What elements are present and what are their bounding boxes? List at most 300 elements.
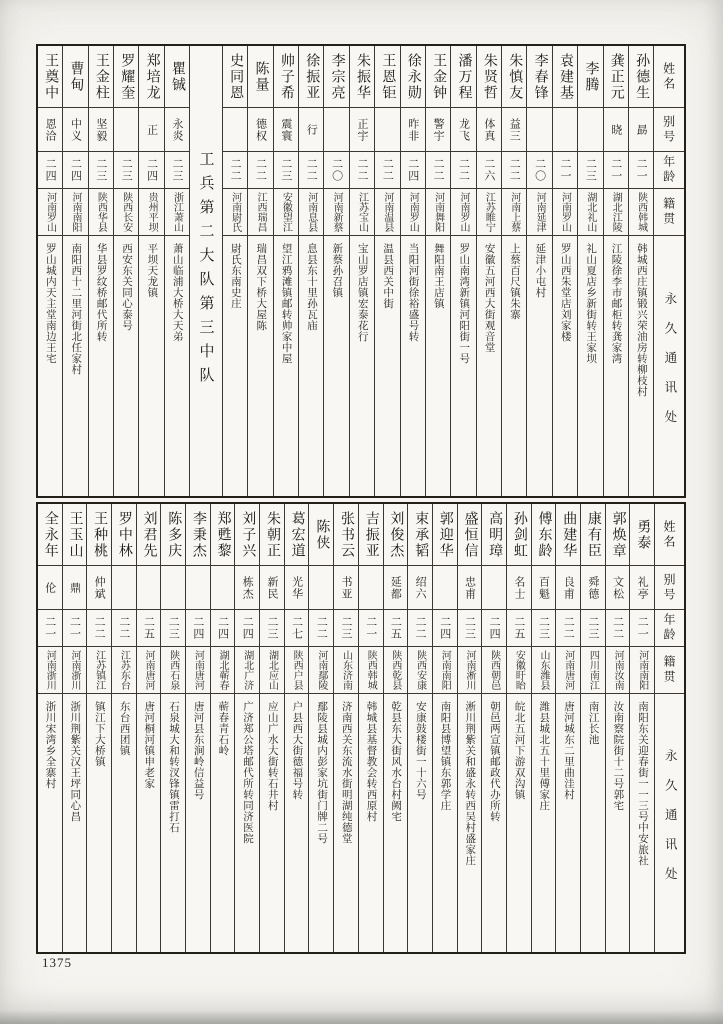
entry-name-text: 傅东龄: [536, 510, 552, 559]
entry-alias: [87, 566, 111, 610]
entry-address: [161, 694, 185, 952]
entry-address: [507, 694, 531, 952]
entry-age: [38, 152, 62, 189]
entry-address: [426, 236, 450, 496]
entry-age-text: 二四: [241, 616, 254, 640]
entry-address-text: 鄢陵县城内彭家坑街门牌二号: [316, 701, 328, 844]
entry-native-text: 河南舞阳: [432, 192, 444, 232]
entry-address-text: 潍县城北五十里傅家庄: [538, 701, 550, 811]
entry-name-text: 李秉杰: [190, 510, 206, 559]
entry-age-text: 二三: [340, 616, 353, 640]
entry-native: [211, 647, 235, 694]
entry-age-text: 二二: [432, 158, 445, 182]
entry-address-text: 唐河县东涧岭信益号: [192, 701, 204, 800]
entry-address-text: 乾县东大街风水台村阙宅: [390, 701, 402, 822]
entry-address: [274, 236, 298, 496]
entry-age: [375, 152, 399, 189]
entry-address-text: 浙川宋湾乡全寨村: [44, 701, 56, 789]
entry-alias: [235, 566, 259, 610]
entry-alias: [211, 566, 235, 610]
entry-name-text: 李宗亮: [329, 52, 345, 101]
entry-column: [323, 46, 348, 496]
entry-column: [501, 46, 526, 496]
entry-native-text: 湖北江陵: [610, 192, 622, 232]
entry-address-text: 韩城西庄镇锻兴荣油房转柳枝村: [635, 243, 647, 397]
entry-name: [285, 504, 309, 566]
entry-native: [285, 647, 309, 694]
entry-name-text: 陈侠: [314, 518, 330, 551]
entry-age: [137, 610, 161, 647]
entry-native: [248, 189, 272, 236]
entry-age-text: 二一: [636, 616, 649, 640]
entry-name-text: 束承韬: [413, 510, 429, 559]
entry-address-text: 济南西关东流水街明湖纯德堂: [340, 701, 352, 844]
entry-name: [223, 46, 247, 108]
entry-address-text: 礼山夏店乡新街转王家坝: [585, 243, 597, 364]
entry-column: [222, 46, 247, 496]
entry-age-text: 二二: [93, 616, 106, 640]
entry-column: [603, 46, 628, 496]
entry-alias: [629, 108, 653, 152]
entry-native-text: 江苏镇江: [93, 650, 105, 690]
entry-address: [211, 694, 235, 952]
entry-address: [604, 236, 628, 496]
entry-alias-text: 舜德: [586, 575, 599, 600]
entry-column: [62, 46, 87, 496]
entry-native: [223, 189, 247, 236]
entry-alias-text: 忠甫: [463, 575, 476, 600]
entry-alias: [375, 108, 399, 152]
entry-address-text: 南江长池: [587, 701, 599, 745]
entry-column: [138, 46, 163, 496]
entry-alias: [433, 566, 457, 610]
entry-age: [532, 610, 556, 647]
entry-native: [112, 647, 136, 694]
entry-column: [629, 504, 654, 952]
entry-native: [553, 189, 577, 236]
entry-age-text: 二六: [482, 158, 495, 182]
entry-age: [502, 152, 526, 189]
entry-age-text: 二四: [406, 158, 419, 182]
entry-address-text: 萧山临浦大桥大天弟: [171, 243, 183, 342]
entry-address-text: 望江鸦滩镇邮转帅家中屋: [280, 243, 292, 364]
entry-address: [63, 236, 87, 496]
entry-name-text: 康有臣: [585, 510, 601, 559]
entry-native-text: 湖北应山: [266, 650, 278, 690]
entry-address-text: 广济郑公塔邮代所转同济医院: [242, 701, 254, 844]
entry-name-text: 陈多庆: [166, 510, 182, 559]
header-column: [654, 504, 684, 952]
entry-age: [408, 610, 432, 647]
entry-address: [375, 236, 399, 496]
unit-title-column: [189, 46, 222, 496]
entry-name: [359, 504, 383, 566]
entry-age: [581, 610, 605, 647]
entry-age: [112, 610, 136, 647]
entry-native: [426, 189, 450, 236]
entry-alias: [165, 108, 189, 152]
entry-age-text: 二四: [438, 616, 451, 640]
entry-address-text: 户县西大街德福号转: [291, 701, 303, 800]
entry-native-text: 河南温县: [381, 192, 393, 232]
entry-name: [309, 504, 333, 566]
entry-name: [324, 46, 348, 108]
scan-edge: [0, 1010, 723, 1024]
entry-alias: [477, 108, 501, 152]
entry-name: [211, 504, 235, 566]
entry-alias-text: 益三: [508, 117, 521, 142]
entry-address-text: 安康鼓楼街一十六号: [414, 701, 426, 800]
entry-native: [630, 647, 654, 694]
entry-alias: [556, 566, 580, 610]
entry-age: [324, 152, 348, 189]
entry-address-text: 当阳河街徐裕盛号转: [407, 243, 419, 342]
entry-age: [426, 152, 450, 189]
entry-native: [63, 647, 87, 694]
entry-address-text: 镇江下大桥镇: [93, 701, 105, 767]
entry-native-text: 陕西韩城: [365, 650, 377, 690]
entry-age-text: 二五: [389, 616, 402, 640]
entry-address: [299, 236, 323, 496]
header-address: [655, 694, 684, 952]
entry-age: [274, 152, 298, 189]
entry-address-text: 延津小屯村: [534, 243, 546, 298]
entry-address: [578, 236, 602, 496]
entry-age-text: 二二: [254, 158, 267, 182]
entry-age: [578, 152, 602, 189]
entry-name-text: 盛恒信: [462, 510, 478, 559]
entry-native-text: 河南罗山: [44, 192, 56, 232]
entry-column: [457, 504, 482, 952]
entry-age-text: 二二: [508, 158, 521, 182]
entry-name: [38, 46, 62, 108]
entry-address: [384, 694, 408, 952]
entry-alias: [137, 566, 161, 610]
entry-name-text: 王恩钜: [380, 52, 396, 101]
entry-age: [458, 610, 482, 647]
entry-native: [507, 647, 531, 694]
entry-name-text: 王奠中: [43, 52, 59, 101]
entry-native: [334, 647, 358, 694]
entry-native: [458, 647, 482, 694]
entry-column: [62, 504, 87, 952]
entry-native: [359, 647, 383, 694]
entry-column: [374, 46, 399, 496]
entry-name-text: 朱振华: [354, 52, 370, 101]
entry-name: [482, 504, 506, 566]
entry-native-text: 陕西户县: [291, 650, 303, 690]
entry-alias: [139, 108, 163, 152]
entry-name-text: 陈量: [253, 60, 269, 93]
entry-alias: [274, 108, 298, 152]
header-native: [655, 647, 684, 694]
entry-age-text: 二三: [537, 616, 550, 640]
entry-alias: [299, 108, 323, 152]
entry-address-text: 江陵徐李市邮柜转龚家湾: [610, 243, 622, 364]
entry-alias: [384, 566, 408, 610]
entry-address-text: 息县东十里孙瓦庙: [305, 243, 317, 331]
entry-alias: [630, 566, 654, 610]
entry-address: [186, 694, 210, 952]
entry-name-text: 张书云: [339, 510, 355, 559]
entry-name: [137, 504, 161, 566]
entry-address: [532, 694, 556, 952]
entry-alias: [186, 566, 210, 610]
entry-name-text: 瞿铖: [170, 60, 186, 93]
entry-age-text: 二二: [305, 158, 318, 182]
entry-native-text: 江苏宝山: [356, 192, 368, 232]
entry-native-text: 湖北广济: [241, 650, 253, 690]
entry-name-text: 王金柱: [93, 52, 109, 101]
entry-address-text: 华县罗纹桥邮代所转: [95, 243, 107, 342]
entry-name: [433, 504, 457, 566]
entry-native-text: 河南唐河: [143, 650, 155, 690]
entry-name-text: 朱慎友: [507, 52, 523, 101]
entry-native-text: 河南南阳: [439, 650, 451, 690]
entry-address: [553, 236, 577, 496]
entry-native-text: 陕西乾县: [389, 650, 401, 690]
entry-age-text: 二三: [279, 158, 292, 182]
entry-native: [260, 647, 284, 694]
entry-alias: [532, 566, 556, 610]
entry-alias-text: 德权: [254, 117, 267, 142]
entry-name-text: 龚正元: [608, 52, 624, 101]
entry-alias-text: 良甫: [562, 575, 575, 600]
entry-name-text: 徐振亚: [304, 52, 320, 101]
entry-column: [481, 504, 506, 952]
entry-address: [630, 694, 654, 952]
entry-name: [114, 46, 138, 108]
entry-column: [88, 46, 113, 496]
entry-native: [477, 189, 501, 236]
entry-name-text: 刘俊杰: [388, 510, 404, 559]
header-age-text: 年龄: [661, 155, 676, 185]
entry-native-text: 江西瑞昌: [254, 192, 266, 232]
entry-address: [458, 694, 482, 952]
header-native-text: 籍贯: [661, 197, 676, 227]
entry-address: [38, 694, 62, 952]
entry-age-text: 二一: [68, 616, 81, 640]
entry-age: [285, 610, 309, 647]
entry-native-text: 河南南阳: [70, 192, 82, 232]
entry-alias: [38, 108, 62, 152]
entry-age-text: 二三: [265, 616, 278, 640]
entry-alias: [89, 108, 113, 152]
entry-address-text: 上蔡百尺镇朱寨: [508, 243, 520, 320]
entry-age: [507, 610, 531, 647]
entry-name: [451, 46, 475, 108]
entry-alias-text: 龙飞: [457, 117, 470, 142]
entry-address-text: 尉氏东南史庄: [229, 243, 241, 309]
entry-address: [165, 236, 189, 496]
entry-age-text: 二四: [191, 616, 204, 640]
entry-name: [581, 504, 605, 566]
entry-name: [165, 46, 189, 108]
entry-alias: [458, 566, 482, 610]
entry-column: [476, 46, 501, 496]
entry-address-text: 皖北五河下游双沟镇: [513, 701, 525, 800]
entry-alias-text: 震寰: [279, 117, 292, 142]
entry-native-text: 河南汝南: [612, 650, 624, 690]
entry-age: [211, 610, 235, 647]
header-alias-text: 别号: [662, 572, 677, 603]
entry-address: [359, 694, 383, 952]
entry-native: [527, 189, 551, 236]
header-address-text: 永久通讯处: [663, 749, 678, 897]
entry-native: [401, 189, 425, 236]
entry-age-text: 二三: [94, 158, 107, 182]
header-column: [653, 46, 684, 496]
entry-address-text: 宝山罗店镇宏泰花行: [356, 243, 368, 342]
entry-name-text: 王玉山: [67, 510, 83, 559]
entry-alias-text: 礼亭: [636, 575, 649, 600]
entry-age-text: 二三: [463, 616, 476, 640]
entry-column: [308, 504, 333, 952]
entry-alias-text: 光华: [290, 575, 303, 600]
entry-alias: [112, 566, 136, 610]
entry-name-text: 王种桃: [92, 510, 108, 559]
entry-native-text: 安徽望江: [280, 192, 292, 232]
entry-alias: [451, 108, 475, 152]
entry-age-text: 二一: [43, 616, 56, 640]
entry-native-text: 河南鄢陵: [315, 650, 327, 690]
entry-column: [577, 46, 602, 496]
entry-native: [274, 189, 298, 236]
entry-name: [63, 504, 87, 566]
entry-native: [375, 189, 399, 236]
entry-alias-text: 永炎: [171, 117, 184, 142]
entry-native-text: 陕西朝邑: [488, 650, 500, 690]
entry-native-text: 河南南阳: [636, 650, 648, 690]
entry-native: [556, 647, 580, 694]
entry-age-text: 二三: [171, 158, 184, 182]
entry-name: [606, 504, 630, 566]
entry-age-text: 二四: [69, 158, 82, 182]
entry-name: [235, 504, 259, 566]
entry-native-text: 河南罗山: [407, 192, 419, 232]
entry-name-text: 王金钟: [431, 52, 447, 101]
entry-address: [581, 694, 605, 952]
entry-alias: [350, 108, 374, 152]
entry-alias: [359, 566, 383, 610]
entry-alias-text: 恩洽: [44, 117, 57, 142]
entry-native-text: 山东潍县: [538, 650, 550, 690]
entry-name: [604, 46, 628, 108]
entry-name-text: 曲建华: [561, 510, 577, 559]
entry-address: [451, 236, 475, 496]
entry-name: [299, 46, 323, 108]
entry-address: [408, 694, 432, 952]
entry-address-text: 应山广水大街转石井村: [266, 701, 278, 811]
entry-alias: [38, 566, 62, 610]
entry-name-text: 孙德生: [634, 52, 650, 101]
entry-alias: [114, 108, 138, 152]
entry-native-text: 江苏东台: [118, 650, 130, 690]
entry-column: [38, 504, 62, 952]
entry-name: [502, 46, 526, 108]
entry-native: [63, 189, 87, 236]
entry-age: [165, 152, 189, 189]
entry-native: [350, 189, 374, 236]
entry-name: [186, 504, 210, 566]
entry-alias: [502, 108, 526, 152]
entry-name: [408, 504, 432, 566]
entry-column: [425, 46, 450, 496]
entry-name-text: 曹甸: [68, 60, 84, 93]
entry-column: [284, 504, 309, 952]
entry-age: [384, 610, 408, 647]
entry-native: [629, 189, 653, 236]
entry-age-text: 二三: [120, 158, 133, 182]
entry-name: [161, 504, 185, 566]
entry-age-text: 二三: [586, 616, 599, 640]
entry-column: [113, 46, 138, 496]
entry-native-text: 河南罗山: [559, 192, 571, 232]
entry-address: [309, 694, 333, 952]
entry-name: [260, 504, 284, 566]
entry-native-text: 河南新蔡: [331, 192, 343, 232]
entry-name: [112, 504, 136, 566]
entry-age: [350, 152, 374, 189]
entry-native: [309, 647, 333, 694]
entry-column: [298, 46, 323, 496]
entry-alias: [260, 566, 284, 610]
header-alias-text: 别号: [661, 114, 676, 145]
entry-address: [139, 236, 163, 496]
entry-address: [87, 694, 111, 952]
entry-alias: [578, 108, 602, 152]
entry-address: [401, 236, 425, 496]
entry-name: [527, 46, 551, 108]
entry-column: [580, 504, 605, 952]
entry-alias: [63, 566, 87, 610]
entry-name-text: 李春锋: [532, 52, 548, 101]
entry-alias-text: 新民: [265, 575, 278, 600]
entry-name-text: 罗耀奎: [119, 52, 135, 101]
entry-name-text: 李腾: [583, 60, 599, 93]
entry-column: [358, 504, 383, 952]
entry-name: [553, 46, 577, 108]
entry-alias-text: 绍六: [414, 575, 427, 600]
entry-name: [630, 504, 654, 566]
entry-age-text: 二〇: [330, 158, 343, 182]
entry-name: [375, 46, 399, 108]
entry-age: [433, 610, 457, 647]
entry-alias: [401, 108, 425, 152]
entry-address: [556, 694, 580, 952]
entry-column: [164, 46, 189, 496]
entry-native-text: 陕西韩城: [635, 192, 647, 232]
entry-alias-text: 栋杰: [241, 575, 254, 600]
header-alias: [654, 108, 684, 152]
entry-address: [482, 694, 506, 952]
entry-alias-text: 警宇: [432, 117, 445, 142]
entry-name-text: 吉振亚: [363, 510, 379, 559]
entry-age: [114, 152, 138, 189]
entry-age: [309, 610, 333, 647]
entry-address-text: 浙川荆紫关汉王坪同心昌: [69, 701, 81, 822]
entry-age-text: 二四: [44, 158, 57, 182]
entry-native-text: 河南息县: [305, 192, 317, 232]
entry-age-text: 二一: [364, 616, 377, 640]
entry-column: [552, 46, 577, 496]
entry-native: [235, 647, 259, 694]
entry-column: [136, 504, 161, 952]
entry-native: [324, 189, 348, 236]
header-native: [654, 189, 684, 236]
entry-alias: [581, 566, 605, 610]
entry-alias: [309, 566, 333, 610]
